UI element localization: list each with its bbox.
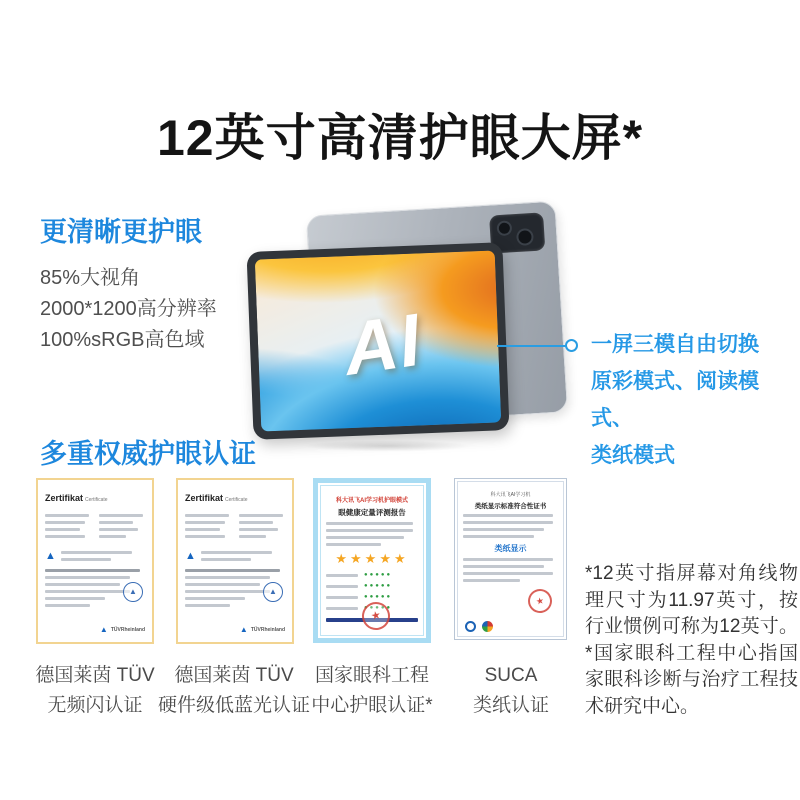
tablet-screen (255, 250, 501, 431)
tuv-logo-icon: ▲ (239, 625, 248, 634)
fine-print-lines (185, 510, 285, 542)
cert-caption: 德国莱茵 TÜV 硬件级低蓝光认证 (157, 665, 310, 716)
certification-logo-icon (465, 621, 476, 632)
cert-doc-subtitle: Certificate (225, 497, 248, 503)
rating-dots: ●●●●● (364, 583, 393, 589)
tuv-triangle-icon: ▲ (185, 549, 196, 562)
cert-red-title: 科大讯飞AI学习机护眼模式 (335, 498, 408, 504)
certifications-heading: 多重权威护眼认证 (40, 439, 256, 469)
features-block (40, 210, 217, 356)
tuv-triangle-icon: ▲ (45, 549, 56, 562)
rating-dots: ●●●●● (364, 594, 393, 600)
fine-print-lines (45, 510, 145, 542)
cert-doc-title: Zertifikat (45, 493, 84, 503)
cert-doc-subtitle: Certificate (85, 497, 108, 503)
page-title: 12英寸高清护眼大屏* (156, 110, 644, 166)
callout-block (591, 326, 796, 474)
tuv-seal-icon: ▲ (263, 582, 283, 602)
rating-dots: ●●●●● (364, 572, 393, 578)
camera-lens-icon (496, 220, 512, 236)
cert-doc-title: 类纸显示标准符合性证书 (474, 503, 547, 510)
callout-line: 类纸模式 (591, 444, 675, 467)
cert-small-title: 科大讯飞AI学习机 (490, 492, 531, 498)
screen-ai-label: AI (338, 297, 428, 391)
certificate-card-eye-institute (313, 478, 431, 643)
tuv-brand-label: TÜVRheinland (250, 627, 285, 633)
tuv-brand-label: TÜVRheinland (110, 627, 145, 633)
cert-doc-title: 眼健康定量评测报告 (338, 508, 406, 517)
fine-print-lines (463, 558, 558, 582)
cert-caption: 国家眼科工程 中心护眼认证* (311, 665, 433, 716)
fine-print-lines (326, 522, 418, 546)
cert-doc-title: Zertifikat (185, 493, 224, 503)
callout-leader-line (497, 345, 567, 347)
certification-logo-icon (482, 621, 493, 632)
certificate-card-tuv-flicker (36, 478, 154, 644)
fine-print-lines (463, 514, 558, 538)
red-stamp-icon: ★ (359, 599, 392, 632)
star-rating: ★★★★★ (335, 551, 409, 566)
feature-item: 100%sRGB高色域 (40, 329, 205, 351)
red-stamp-icon: ★ (526, 587, 554, 615)
feature-item: 85%大视角 (40, 267, 141, 289)
feature-item: 2000*1200高分辨率 (40, 298, 217, 320)
callout-marker-circle (565, 339, 578, 352)
tuv-seal-icon: ▲ (123, 582, 143, 602)
camera-lens-icon (516, 228, 534, 246)
tablet-shadow (268, 438, 508, 454)
footnote: *12英寸指屏幕对角线物理尺寸为11.97英寸，按行业惯例可称为12英寸。*国家眼科工程中心指国家眼科诊断与治疗工程技术研究中心。 (585, 563, 798, 717)
rating-dots: ●●●●● (364, 605, 393, 611)
callout-line: 原彩模式、阅读模式、 (591, 370, 759, 430)
features-heading: 更清晰更护眼 (40, 217, 202, 247)
callout-heading: 一屏三模自由切换 (591, 333, 759, 356)
tuv-logo-icon: ▲ (99, 625, 108, 634)
cert-caption: 德国莱茵 TÜV 无频闪认证 (35, 665, 155, 716)
paper-display-logo: 类纸显示 (494, 544, 527, 553)
certificate-card-suca (454, 478, 567, 640)
cert-caption: SUCA 类纸认证 (472, 665, 549, 716)
tablet-front-view (246, 242, 509, 440)
certificate-card-tuv-bluelight (176, 478, 294, 644)
